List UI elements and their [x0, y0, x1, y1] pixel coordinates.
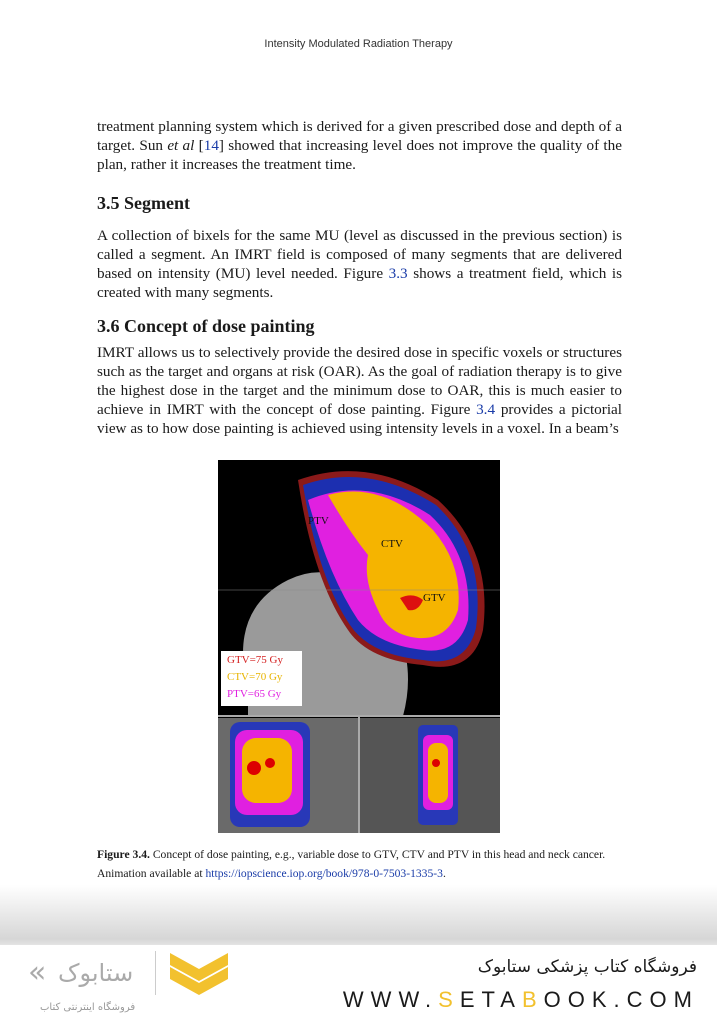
animation-link[interactable]: https://iopscience.iop.org/book/978-0-7503-1335-3: [205, 867, 443, 880]
caption-text: Concept of dose painting, e.g., variable dose to GTV, CTV and PTV in this head and neck cancer. Animation available at: [97, 848, 606, 880]
text: ] showed that increasing level does not improve the quality of the plan, rather it increases the treatment time.: [97, 136, 622, 173]
dose-legend: [221, 651, 302, 706]
store-name: فروشگاه کتاب پزشکی ستابوک: [477, 957, 697, 977]
ct-dose-image: [218, 460, 500, 833]
text: WWW.: [342, 987, 439, 1012]
text: [: [194, 136, 204, 154]
figure-link-3-3[interactable]: 3.3: [388, 264, 408, 282]
figure-dose-painting: [218, 460, 500, 833]
ptv-label: PTV: [308, 515, 329, 527]
text: treatment planning system which is derived for a given prescribed dose and depth of a target. Sun: [97, 118, 622, 154]
text: OOK.COM: [543, 987, 699, 1012]
caption-label: Figure 3.4.: [97, 848, 150, 861]
chevron-logo-icon: [168, 951, 230, 995]
paragraph-dose-painting: [97, 344, 622, 439]
double-chevron-icon: «: [28, 955, 47, 990]
logo-subtitle: فروشگاه اینترنتی کتاب: [40, 1002, 136, 1013]
running-header: Intensity Modulated Radiation Therapy: [264, 38, 453, 50]
setabook-footer: [0, 945, 717, 1023]
text: S: [438, 987, 460, 1012]
text: IMRT allows us to selectively provide the desired dose in specific voxels or structures such as the target and organs at risk (OAR). As the goal of radiation therapy is to give the highest dose in the target and the minimum dose to OAR, this is much easier to achieve in IMRT with the concept of dose painting. Figure: [97, 344, 622, 418]
store-url[interactable]: [343, 987, 699, 1013]
text: B: [521, 987, 544, 1012]
text: shows a treatment field, which is created with many segments.: [97, 264, 622, 301]
text-italic: et al: [167, 136, 195, 154]
text: ETA: [459, 987, 522, 1012]
reference-link[interactable]: 14: [203, 136, 219, 154]
figure-caption: [97, 845, 622, 883]
paragraph-segment: [97, 227, 622, 303]
legend-ctv: CTV=70 Gy: [227, 671, 283, 683]
paragraph-1: [97, 118, 622, 175]
legend-ptv: PTV=65 Gy: [227, 688, 282, 700]
logo-text: ستابوک: [58, 959, 134, 987]
logo-divider: [155, 951, 156, 995]
footer-shadow: [0, 885, 717, 945]
section-heading-3-5: 3.5 Segment: [97, 193, 190, 213]
legend-gtv: GTV=75 Gy: [227, 654, 284, 666]
setabook-logo: [28, 951, 230, 995]
text: A collection of bixels for the same MU (level as discussed in the previous section) is called a segment. An IMRT field is composed of many segments that are delivered based on intensity (MU) level needed. Figure: [97, 227, 622, 282]
gtv-label: GTV: [423, 592, 446, 604]
text: .: [442, 867, 446, 880]
text: provides a pictorial view as to how dose painting is achieved using intensity levels in a voxel. In a beam’s: [97, 400, 622, 437]
figure-link-3-4[interactable]: 3.4: [476, 400, 496, 418]
section-heading-3-6: 3.6 Concept of dose painting: [97, 316, 315, 336]
ctv-label: CTV: [381, 538, 403, 550]
